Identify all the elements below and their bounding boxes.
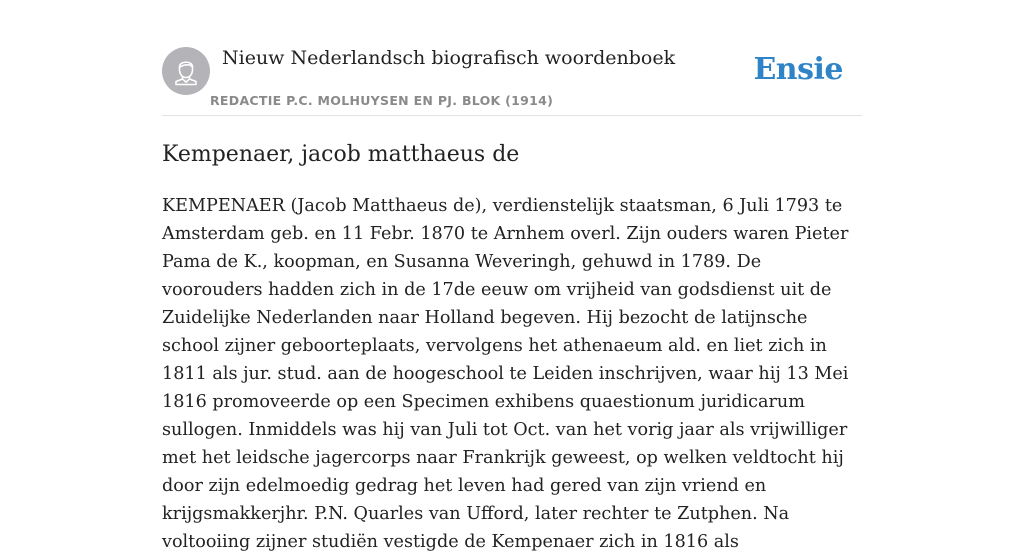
- user-silhouette-icon: [162, 47, 210, 95]
- entry-body: KEMPENAER (Jacob Matthaeus de), verdienstelijk staatsman, 6 Juli 1793 te Amsterdam geb. en 11 Febr. 1870 te Arnhem overl. Zijn ouders waren Pieter Pama de K., koopman, en Susanna Weveringh, gehuwd in 1789. De voorouders hadden zich in de 17de eeuw om vrijheid van godsdienst uit de Zuidelijke Nederlanden naar Holland begeven. Hij bezocht de latijnsche school zijner geboorteplaats, vervolgens het athenaeum ald. en liet zich in 1811 als jur. stud. aan de hoogeschool te Leiden inschrijven, waar hij 13 Mei 1816 promoveerde op een Specimen exhibens quaestionum juridicarum sullogen. Inmiddels was hij van Juli tot Oct. van het vorig jaar als vrijwilliger met het leidsche jagercorps naar Frankrijk geweest, op welken veldtocht hij door zijn edelmoedig gedrag het leven had gered van zijn vriend en krijgsmakkerjhr. P.N. Quarles van Ufford, later rechter te Zutphen. Na voltooiing zijner studiën vestigde de Kempenaer zich in 1816 als: [162, 196, 849, 552]
- content-container: [162, 0, 862, 552]
- entry-title: Kempenaer, jacob matthaeus de: [162, 142, 520, 167]
- brand-logo[interactable]: Ensie: [753, 52, 843, 87]
- source-title[interactable]: Nieuw Nederlandsch biografisch woordenboek: [222, 47, 676, 69]
- source-header: [162, 0, 862, 116]
- avatar[interactable]: [162, 47, 210, 95]
- source-subtitle: REDACTIE P.C. MOLHUYSEN EN PJ. BLOK (1914): [210, 93, 554, 108]
